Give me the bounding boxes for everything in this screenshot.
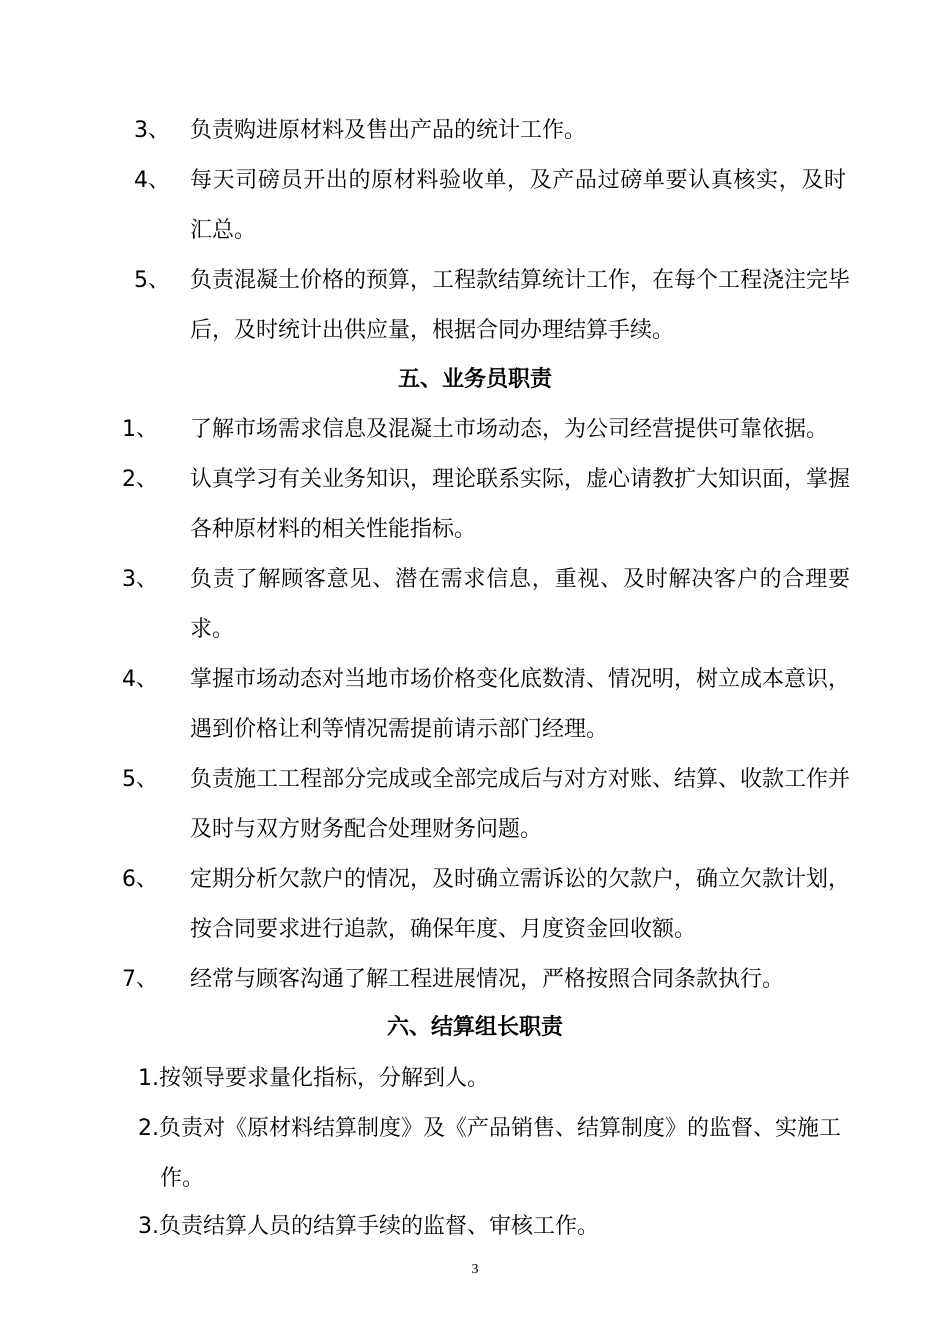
item-text: 2.负责对《原材料结算制度》及《产品销售、结算制度》的监督、实施工: [138, 1116, 841, 1141]
item-text: 负责了解顾客意见、潜在需求信息，重视、及时解决客户的合理要求。: [190, 567, 850, 642]
item-text-continuation: 作。: [160, 1166, 205, 1191]
item-text: 负责混凝土价格的预算，工程款结算统计工作，在每个工程浇注完毕后，及时统计出供应量，根据合同办理结算手续。: [190, 268, 851, 343]
item-number: 5、: [134, 268, 170, 293]
item-number: 4、: [122, 667, 158, 692]
item-number: 3、: [134, 118, 170, 143]
item-text: 掌握市场动态对当地市场价格变化底数清、情况明，树立成本意识，遇到价格让利等情况需提前请示部门经理。: [190, 667, 851, 742]
list-item: [138, 1104, 850, 1204]
item-number: 3、: [122, 567, 158, 592]
section-heading: 五、业务员职责: [397, 367, 552, 392]
item-number: 7、: [122, 967, 158, 992]
item-number: 6、: [122, 867, 158, 892]
item-text: 3.负责结算人员的结算手续的监督、审核工作。: [138, 1214, 599, 1239]
item-text: 每天司磅员开出的原材料验收单，及产品过磅单要认真核实，及时汇总。: [190, 168, 846, 243]
item-number: 2、: [122, 467, 158, 492]
item-text: 定期分析欠款户的情况，及时确立需诉讼的欠款户，确立欠款计划，按合同要求进行追款，确保年度、月度资金回收额。: [190, 867, 851, 942]
item-number: 4、: [134, 168, 170, 193]
item-text: 了解市场需求信息及混凝土市场动态，为公司经营提供可靠依据。: [190, 417, 829, 442]
item-text: 负责施工工程部分完成或全部完成后与对方对账、结算、收款工作并及时与双方财务配合处理财务问题。: [190, 767, 851, 842]
list-item: [138, 1054, 850, 1104]
section-heading: 六、结算组长职责: [386, 1015, 563, 1040]
item-text: 负责购进原材料及售出产品的统计工作。: [190, 118, 587, 143]
item-text: 经常与顾客沟通了解工程进展情况，严格按照合同条款执行。: [190, 967, 785, 992]
item-number: 5、: [122, 767, 158, 792]
list-item: [138, 1202, 850, 1252]
page-number: 3: [471, 1262, 479, 1277]
item-number: 1、: [122, 417, 158, 442]
item-text: 认真学习有关业务知识，理论联系实际，虚心请教扩大知识面，掌握各种原材料的相关性能指标。: [190, 467, 851, 542]
item-text: 1.按领导要求量化指标，分解到人。: [138, 1066, 489, 1091]
